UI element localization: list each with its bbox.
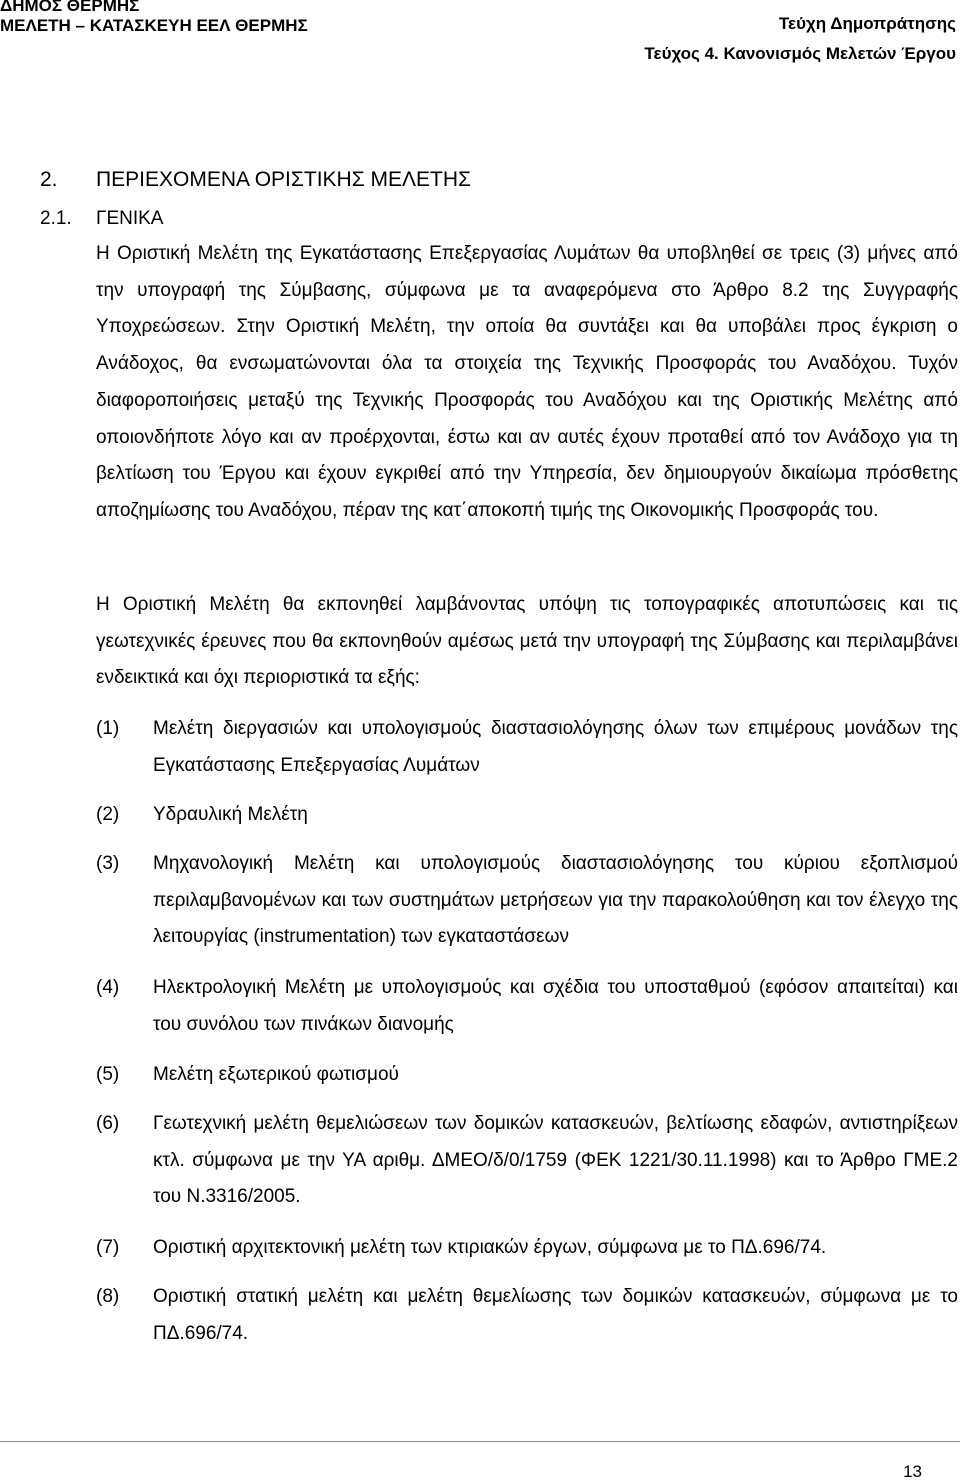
list-item-label: (4): [96, 977, 120, 998]
header-org: ΔΗΜΟΣ ΘΕΡΜΗΣ: [0, 0, 140, 15]
header-right: [644, 14, 956, 74]
list-item-label: (5): [96, 1064, 120, 1085]
paragraph-general: Η Οριστική Μελέτη της Εγκατάστασης Επεξεργασίας Λυμάτων θα υποβληθεί σε τρεις (3) μήνες από την υπογραφή της Σύμβασης, σύμφωνα με τα αναφερόμενα στο Άρθρο 8.2 της Συγγραφής Υποχρεώσεων. Στην Οριστική Μελέτη, την οποία θα συντάξει και θα υποβάλει προς έγκριση ο Ανάδοχος, θα ενσωματώνονται όλα τα στοιχεία της Τεχνικής Προσφοράς του Αναδόχου. Τυχόν διαφοροποιήσεις μεταξύ της Τεχνικής Προσφοράς του Αναδόχου και της Οριστικής Μελέτης από οποιονδήποτε λόγο και αν προέρχονται, έστω και αν αυτές έχουν προταθεί από τον Ανάδοχο για τη βελτίωση του Έργου και έχουν εγκριθεί από την Υπηρεσία, δεν δημιουργούν δικαίωμα πρόσθετης αποζημίωσης του Αναδόχου, πέραν της κατ΄αποκοπή τιμής της Οικονομικής Προσφοράς του.: [96, 243, 958, 521]
list-item-label: (8): [96, 1286, 120, 1307]
page-number: 13: [903, 1462, 922, 1481]
list-item: [96, 970, 958, 1043]
list-item: [96, 1230, 958, 1267]
list-item-text: Οριστική αρχιτεκτονική μελέτη των κτιριακών έργων, σύμφωνα με το ΠΔ.696/74.: [153, 1237, 827, 1258]
list-item-text: Οριστική στατική μελέτη και μελέτη θεμελίωσης των δομικών κατασκευών, σύμφωνα με το ΠΔ.696/74.: [153, 1286, 958, 1344]
list-item-text: Υδραυλική Μελέτη: [153, 804, 308, 825]
list-item-label: (3): [96, 853, 120, 874]
section-number: 2.: [40, 168, 58, 191]
list-item-text: Μηχανολογική Μελέτη και υπολογισμούς διαστασιολόγησης του κύριου εξοπλισμού περιλαμβανομένων και των συστημάτων μετρήσεων για την παρακολούθηση και τον έλεγχο της λειτουργίας (instrumentation) των εγκαταστάσεων: [153, 853, 958, 948]
list-item: [96, 1279, 958, 1352]
list-item-text: Μελέτη διεργασιών και υπολογισμούς διαστασιολόγησης όλων των επιμέρους μονάδων της Εγκατάστασης Επεξεργασίας Λυμάτων: [153, 718, 958, 776]
list-item-text: Ηλεκτρολογική Μελέτη με υπολογισμούς και σχέδια του υποσταθμού (εφόσον απαιτείται) και του συνόλου των πινάκων διανομής: [153, 977, 958, 1035]
header-volume: Τεύχος 4. Κανονισμός Μελετών Έργου: [644, 44, 956, 63]
section-title: ΠΕΡΙΕΧΟΜΕΝΑ ΟΡΙΣΤΙΚΗΣ ΜΕΛΕΤΗΣ: [96, 168, 472, 191]
subsection-number: 2.1.: [40, 208, 72, 229]
list-item: [96, 846, 958, 956]
footer-divider: [0, 1441, 960, 1442]
list-item: [96, 1057, 958, 1094]
list-item-label: (7): [96, 1237, 120, 1258]
list-item: [96, 711, 958, 784]
section-heading: [40, 167, 471, 193]
list-item-label: (6): [96, 1113, 120, 1134]
header-doc-type: Τεύχη Δημοπράτησης: [778, 14, 956, 33]
list-item: [96, 1106, 958, 1216]
header-project: ΜΕΛΕΤΗ – ΚΑΤΑΣΚΕΥΗ ΕΕΛ ΘΕΡΜΗΣ: [0, 16, 308, 35]
subsection-title: ΓΕΝΙΚΑ: [96, 208, 164, 229]
list-item-text: Γεωτεχνική μελέτη θεμελιώσεων των δομικών κατασκευών, βελτίωσης εδαφών, αντιστηρίξεων κτλ. σύμφωνα με την ΥΑ αριθμ. ΔΜΕΟ/δ/0/1759 (ΦΕΚ 1221/30.11.1998) και το Άρθρο ΓΜΕ.2 του Ν.3316/2005.: [153, 1113, 958, 1208]
header-left: [0, 0, 308, 36]
paragraph-contents: Η Οριστική Μελέτη θα εκπονηθεί λαμβάνοντας υπόψη τις τοπογραφικές αποτυπώσεις και τις γεωτεχνικές έρευνες που θα εκπονηθούν αμέσως μετά την υπογραφή της Σύμβασης και περιλαμβάνει ενδεικτικά και όχι περιοριστικά τα εξής:: [96, 594, 958, 689]
list-item-label: (2): [96, 804, 120, 825]
subsection-heading: [40, 206, 163, 232]
list-item-label: (1): [96, 718, 120, 739]
list-item-text: Μελέτη εξωτερικού φωτισμού: [153, 1064, 399, 1085]
list-item: [96, 797, 958, 834]
